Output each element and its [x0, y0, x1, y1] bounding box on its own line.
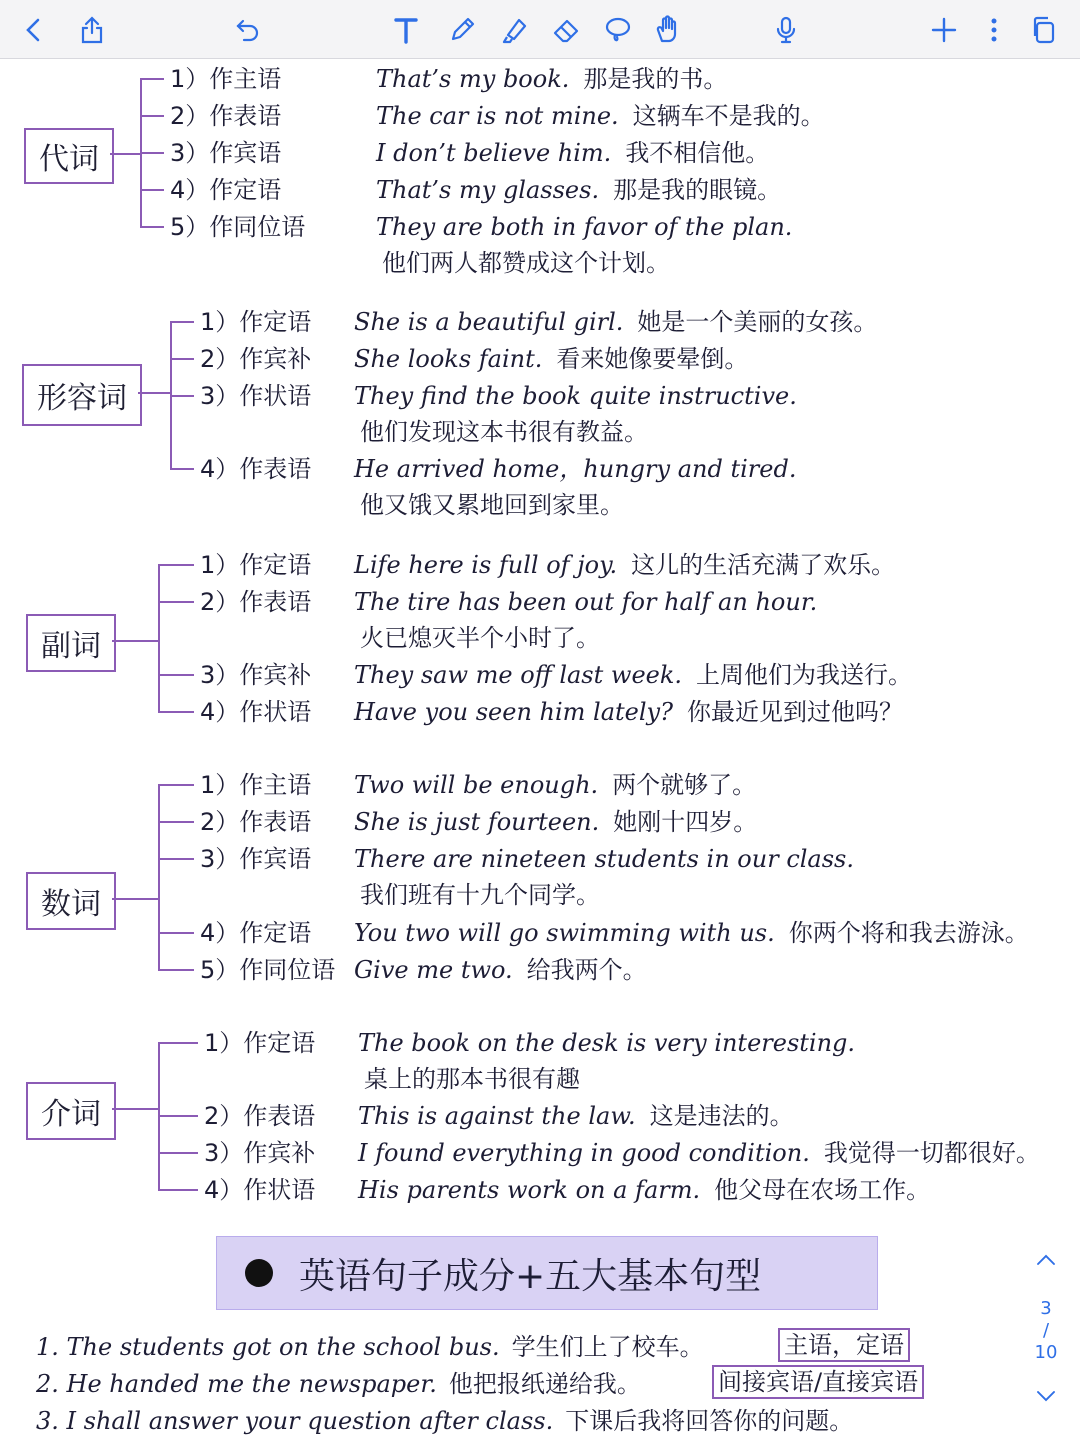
bracket-tick — [140, 78, 164, 80]
bracket-line — [158, 565, 160, 712]
section-title: 介词 — [41, 1097, 101, 1132]
item-chinese: 这是违法的。 — [649, 1102, 794, 1130]
item-chinese: 两个就够了。 — [612, 771, 757, 799]
item-role-label: 3）作状语 — [200, 382, 312, 410]
item-example — [354, 844, 854, 874]
banner-title: 英语句子成分+五大基本句型 — [299, 1255, 762, 1297]
item-english: They are both in favor of the plan. — [376, 213, 793, 241]
example-english: 1. The students got on the school bus. — [36, 1333, 500, 1361]
item-chinese: 他又饿又累地回到家里。 — [360, 491, 624, 519]
item-role-label: 3）作宾语 — [200, 845, 312, 873]
add-icon[interactable] — [924, 10, 964, 50]
undo-icon[interactable] — [228, 10, 268, 50]
item-role-label: 2）作表语 — [200, 808, 312, 836]
text-tool-icon[interactable] — [386, 10, 426, 50]
bracket-connector — [110, 153, 140, 155]
bracket-tick — [158, 1189, 198, 1191]
example-sentence — [36, 1406, 853, 1436]
item-example — [376, 138, 769, 168]
example-english: 2. He handed me the newspaper. — [36, 1370, 437, 1398]
item-example — [354, 807, 757, 837]
bracket-tick — [158, 932, 194, 934]
item-example — [358, 1138, 1040, 1168]
item-example — [354, 344, 748, 374]
section-title: 形容词 — [37, 381, 127, 416]
item-chinese: 我们班有十九个同学。 — [360, 881, 600, 909]
item-role-label: 4）作定语 — [170, 176, 282, 204]
item-example — [358, 1175, 930, 1205]
item-english: She is just fourteen. — [354, 808, 600, 836]
bracket-tick — [158, 1042, 198, 1044]
item-role-label: 3）作宾补 — [204, 1139, 316, 1167]
bracket-tick — [140, 189, 164, 191]
bracket-tick — [158, 564, 194, 566]
item-role-label: 4）作状语 — [200, 698, 312, 726]
item-example — [354, 454, 796, 484]
bracket-tick — [158, 784, 194, 786]
section-title: 副词 — [41, 629, 101, 664]
bracket-tick — [170, 321, 194, 323]
item-chinese: 他们两人都赞成这个计划。 — [382, 249, 670, 277]
pages-icon[interactable] — [1024, 10, 1064, 50]
item-role-label: 3）作宾语 — [170, 139, 282, 167]
item-chinese: 这儿的生活充满了欢乐。 — [631, 551, 896, 579]
page-current: 3 — [1040, 1298, 1052, 1319]
bracket-tick — [140, 152, 164, 154]
item-chinese: 桌上的那本书很有趣 — [364, 1065, 580, 1093]
item-example — [354, 918, 1029, 948]
bullet-dot — [245, 1259, 273, 1287]
example-chinese: 他把报纸递给我。 — [448, 1370, 641, 1398]
microphone-icon[interactable] — [766, 10, 806, 50]
example-english: 3. I shall answer your question after class. — [36, 1407, 554, 1435]
item-example — [376, 101, 825, 131]
item-english: There are nineteen students in our class. — [354, 845, 855, 873]
toolbar — [0, 0, 1080, 59]
item-english: I don’t believe him. — [376, 139, 612, 167]
bracket-tick — [140, 115, 164, 117]
item-role-label: 1）作定语 — [200, 551, 312, 579]
item-english: That’s my glasses. — [376, 176, 600, 204]
bracket-connector — [112, 640, 158, 642]
item-role-label: 2）作表语 — [170, 102, 282, 130]
share-icon[interactable] — [72, 10, 112, 50]
bracket-tick — [170, 468, 194, 470]
bracket-tick — [170, 395, 194, 397]
section-title-box — [26, 1082, 116, 1140]
item-role-label: 2）作表语 — [200, 588, 312, 616]
item-chinese: 上周他们为我送行。 — [696, 661, 913, 689]
item-chinese: 你最近见到过他吗？ — [686, 698, 903, 726]
bracket-line — [158, 785, 160, 970]
bracket-tick — [158, 1115, 198, 1117]
item-example — [354, 955, 647, 985]
lasso-icon[interactable] — [598, 10, 638, 50]
item-chinese: 我不相信他。 — [625, 139, 770, 167]
item-role-label: 4）作表语 — [200, 455, 312, 483]
bracket-tick — [170, 358, 194, 360]
bracket-connector — [112, 898, 158, 900]
item-chinese: 他父母在农场工作。 — [714, 1176, 931, 1204]
item-example — [376, 212, 792, 242]
back-icon[interactable] — [14, 10, 54, 50]
example-chinese: 学生们上了校车。 — [511, 1333, 704, 1361]
section-title-box — [22, 364, 142, 426]
hand-icon[interactable] — [648, 10, 688, 50]
item-example — [376, 64, 727, 94]
bracket-tick — [158, 1152, 198, 1154]
item-example — [354, 381, 797, 411]
page-down-icon[interactable] — [1026, 1388, 1066, 1409]
item-chinese: 我觉得一切都很好。 — [823, 1139, 1040, 1167]
item-english: Life here is full of joy. — [354, 551, 618, 579]
item-example — [376, 175, 781, 205]
item-chinese: 她是一个美丽的女孩。 — [637, 308, 878, 336]
item-english: The tire has been out for half an hour. — [354, 588, 818, 616]
item-role-label: 1）作定语 — [204, 1029, 316, 1057]
item-english: She looks faint. — [354, 345, 543, 373]
bracket-tick — [158, 858, 194, 860]
bracket-tick — [140, 226, 164, 228]
item-example — [358, 1101, 794, 1131]
item-chinese: 给我两个。 — [526, 956, 647, 984]
item-role-label: 5）作同位语 — [200, 956, 336, 984]
example-sentence — [36, 1369, 641, 1399]
item-role-label: 4）作状语 — [204, 1176, 316, 1204]
item-example — [354, 660, 912, 690]
bracket-tick — [158, 969, 194, 971]
example-chinese: 下课后我将回答你的问题。 — [565, 1407, 854, 1435]
item-example — [354, 550, 895, 580]
item-chinese: 火已熄灭半个小时了。 — [360, 624, 600, 652]
example-sentence — [36, 1332, 704, 1362]
item-english: I found everything in good condition. — [358, 1139, 810, 1167]
grammar-tag: 主语，定语 — [778, 1328, 910, 1362]
item-role-label: 1）作主语 — [200, 771, 312, 799]
item-english: Have you seen him lately? — [354, 698, 673, 726]
item-english: That’s my book. — [376, 65, 570, 93]
item-chinese: 你两个将和我去游泳。 — [788, 919, 1029, 947]
item-example — [354, 307, 877, 337]
item-english: They find the book quite instructive. — [354, 382, 797, 410]
item-chinese: 这辆车不是我的。 — [632, 102, 825, 130]
bracket-tick — [158, 821, 194, 823]
bracket-tick — [158, 601, 194, 603]
item-english: Two will be enough. — [354, 771, 599, 799]
section-title-box — [26, 872, 116, 930]
item-english: Give me two. — [354, 956, 513, 984]
item-chinese: 那是我的眼镜。 — [613, 176, 782, 204]
section-title-box — [26, 614, 116, 672]
pen-icon[interactable] — [442, 10, 482, 50]
grammar-tag: 间接宾语/直接宾语 — [712, 1365, 924, 1399]
page-up-icon[interactable] — [1026, 1252, 1066, 1273]
section-title: 数词 — [41, 887, 101, 922]
item-english: She is a beautiful girl. — [354, 308, 624, 336]
item-role-label: 3）作宾补 — [200, 661, 312, 689]
item-english: His parents work on a farm. — [358, 1176, 701, 1204]
item-english: The book on the desk is very interesting. — [358, 1029, 856, 1057]
section-title-box — [24, 128, 114, 184]
highlighter-icon[interactable] — [494, 10, 534, 50]
item-example — [354, 770, 756, 800]
more-icon[interactable] — [974, 10, 1014, 50]
bracket-tick — [158, 674, 194, 676]
item-english: The car is not mine. — [376, 102, 619, 130]
item-chinese: 看来她像要晕倒。 — [556, 345, 749, 373]
item-english: They saw me off last week. — [354, 661, 683, 689]
bracket-connector — [138, 392, 170, 394]
item-example — [358, 1028, 855, 1058]
item-role-label: 4）作定语 — [200, 919, 312, 947]
item-example — [354, 697, 903, 727]
item-chinese: 她刚十四岁。 — [613, 808, 758, 836]
item-english: He arrived home，hungry and tired. — [354, 455, 797, 483]
item-chinese: 他们发现这本书很有教益。 — [360, 418, 648, 446]
item-english: This is against the law. — [358, 1102, 636, 1130]
page-separator: / — [1042, 1320, 1050, 1341]
section-banner — [216, 1236, 878, 1310]
eraser-icon[interactable] — [546, 10, 586, 50]
item-example — [354, 587, 817, 617]
section-title: 代词 — [39, 142, 99, 177]
item-role-label: 5）作同位语 — [170, 213, 306, 241]
item-role-label: 2）作宾补 — [200, 345, 312, 373]
page-total: 10 — [1034, 1342, 1058, 1363]
item-role-label: 2）作表语 — [204, 1102, 316, 1130]
bracket-connector — [112, 1108, 158, 1110]
item-role-label: 1）作主语 — [170, 65, 282, 93]
item-role-label: 1）作定语 — [200, 308, 312, 336]
item-english: You two will go swimming with us. — [354, 919, 775, 947]
bracket-tick — [158, 711, 194, 713]
item-chinese: 那是我的书。 — [583, 65, 728, 93]
